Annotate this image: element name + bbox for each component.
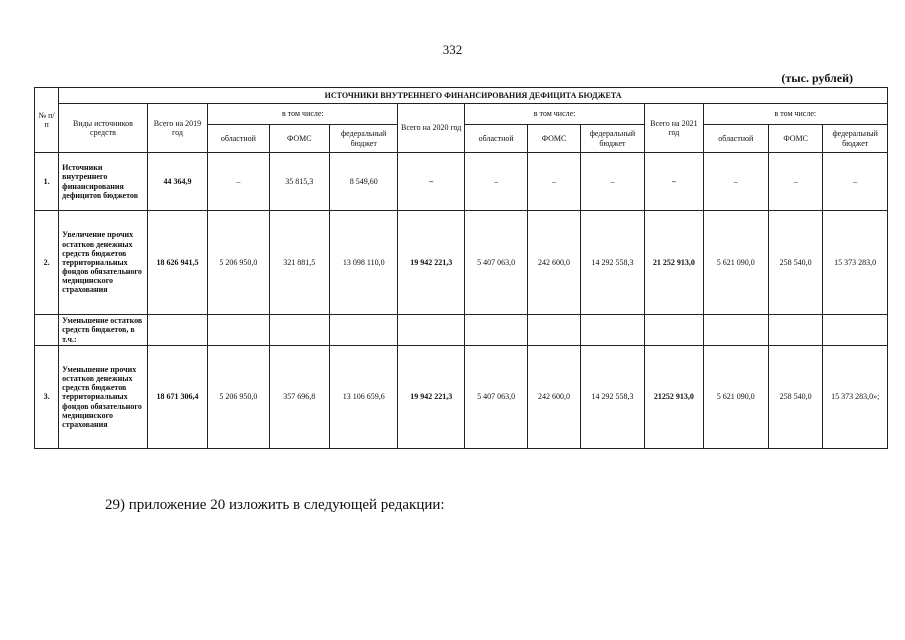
cell-oblast-2019	[208, 315, 269, 346]
cell-federal-2020: 14 292 558,3	[580, 211, 644, 315]
header-num: № п/п	[35, 88, 59, 153]
row-name: Уменьшение остатков средств бюджетов, в т.ч.:	[59, 315, 148, 346]
table-row	[35, 315, 888, 346]
cell-total-2021	[645, 315, 703, 346]
header-federal-2021: федеральный бюджет	[823, 125, 888, 153]
cell-oblast-2019: –	[208, 153, 269, 211]
row-num: 2.	[35, 211, 59, 315]
cell-total-2019: 44 364,9	[147, 153, 207, 211]
cell-foms-2020	[528, 315, 580, 346]
row-num	[35, 315, 59, 346]
row-name: Источники внутреннего финансирования дефицитов бюджетов	[59, 153, 148, 211]
cell-foms-2020: –	[528, 153, 580, 211]
header-main-title: ИСТОЧНИКИ ВНУТРЕННЕГО ФИНАНСИРОВАНИЯ ДЕФИЦИТА БЮДЖЕТА	[59, 88, 888, 104]
cell-federal-2019: 8 549,60	[330, 153, 398, 211]
cell-oblast-2021: –	[703, 153, 768, 211]
header-foms-2020: ФОМС	[528, 125, 580, 153]
cell-total-2020: 19 942 221,3	[398, 211, 464, 315]
cell-total-2019: 18 626 941,5	[147, 211, 207, 315]
row-name: Увеличение прочих остатков денежных средств бюджетов территориальных фондов обязательного медицинского страхования	[59, 211, 148, 315]
cell-oblast-2020: 5 407 063,0	[464, 211, 527, 315]
cell-total-2021: –	[645, 153, 703, 211]
cell-oblast-2021: 5 621 090,0	[703, 346, 768, 449]
cell-federal-2020	[580, 315, 644, 346]
cell-total-2020	[398, 315, 464, 346]
cell-foms-2019: 357 696,8	[269, 346, 329, 449]
page-number: 332	[442, 42, 463, 57]
header-total-2019: Всего на 2019 год	[147, 104, 207, 153]
cell-total-2019: 18 671 306,4	[147, 346, 207, 449]
header-foms-2019: ФОМС	[269, 125, 329, 153]
cell-oblast-2021: 5 621 090,0	[703, 211, 768, 315]
header-federal-2020: федеральный бюджет	[580, 125, 644, 153]
cell-federal-2021: 15 373 283,0	[823, 211, 888, 315]
cell-total-2019	[147, 315, 207, 346]
cell-foms-2021: –	[768, 153, 822, 211]
cell-federal-2019: 13 106 659,6	[330, 346, 398, 449]
row-name: Уменьшение прочих остатков денежных средств бюджетов территориальных фондов обязательного медицинского страхования	[59, 346, 148, 449]
cell-federal-2019: 13 098 110,0	[330, 211, 398, 315]
cell-oblast-2020: –	[464, 153, 527, 211]
cell-total-2021: 21 252 913,0	[645, 211, 703, 315]
units-label: (тыс. рублей)	[781, 71, 853, 85]
cell-oblast-2020: 5 407 063,0	[464, 346, 527, 449]
header-in-that-2019: в том числе:	[208, 104, 398, 125]
cell-federal-2021: 15 373 283,0»;	[823, 346, 888, 449]
header-kinds: Виды источников средств	[59, 104, 148, 153]
financing-sources-table	[34, 87, 888, 449]
cell-foms-2020: 242 600,0	[528, 346, 580, 449]
header-total-2021: Всего на 2021 год	[645, 104, 703, 153]
cell-oblast-2019: 5 206 950,0	[208, 346, 269, 449]
header-oblast-2019: областной	[208, 125, 269, 153]
cell-foms-2020: 242 600,0	[528, 211, 580, 315]
header-federal-2019: федеральный бюджет	[330, 125, 398, 153]
cell-oblast-2020	[464, 315, 527, 346]
amendment-text: 29) приложение 20 изложить в следующей редакции:	[105, 497, 445, 513]
header-in-that-2021: в том числе:	[703, 104, 887, 125]
cell-foms-2019: 321 881,5	[269, 211, 329, 315]
cell-total-2021: 21252 913,0	[645, 346, 703, 449]
table-header-row-1	[35, 88, 888, 104]
cell-foms-2021	[768, 315, 822, 346]
cell-foms-2019: 35 815,3	[269, 153, 329, 211]
cell-total-2020: 19 942 221,3	[398, 346, 464, 449]
cell-foms-2019	[269, 315, 329, 346]
table-row	[35, 211, 888, 315]
cell-foms-2021: 258 540,0	[768, 211, 822, 315]
table-row	[35, 153, 888, 211]
cell-total-2020: –	[398, 153, 464, 211]
cell-federal-2020: 14 292 558,3	[580, 346, 644, 449]
cell-foms-2021: 258 540,0	[768, 346, 822, 449]
row-num: 1.	[35, 153, 59, 211]
cell-federal-2021	[823, 315, 888, 346]
cell-federal-2019	[330, 315, 398, 346]
header-in-that-2020: в том числе:	[464, 104, 644, 125]
header-oblast-2020: областной	[464, 125, 527, 153]
cell-federal-2021: –	[823, 153, 888, 211]
table-row	[35, 346, 888, 449]
table-header-row-2	[35, 104, 888, 125]
header-total-2020: Всего на 2020 год	[398, 104, 464, 153]
cell-oblast-2021	[703, 315, 768, 346]
row-num: 3.	[35, 346, 59, 449]
header-oblast-2021: областной	[703, 125, 768, 153]
header-foms-2021: ФОМС	[768, 125, 822, 153]
cell-federal-2020: –	[580, 153, 644, 211]
cell-oblast-2019: 5 206 950,0	[208, 211, 269, 315]
